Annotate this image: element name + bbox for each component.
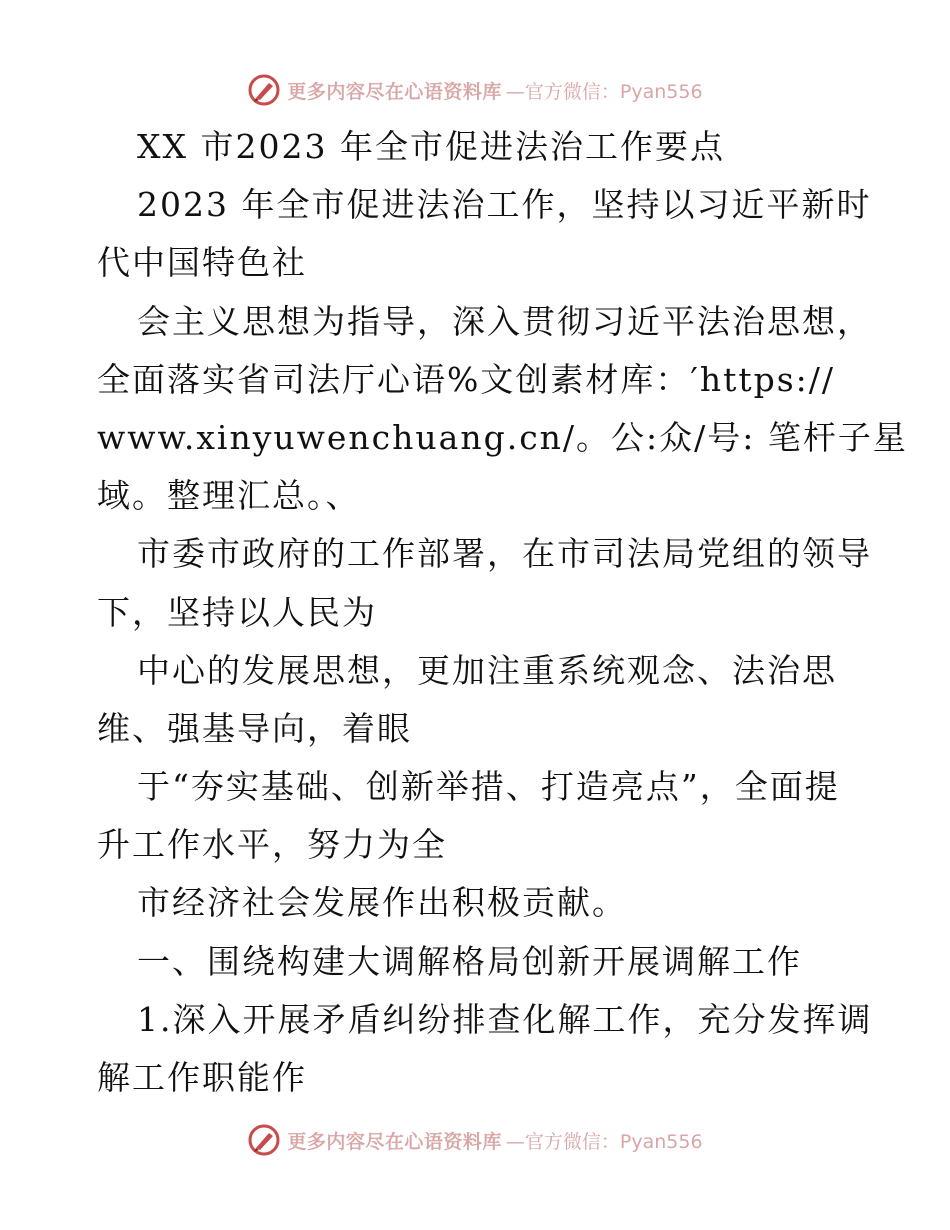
pen-logo-icon xyxy=(247,1123,281,1157)
footer-banner-contact: —官方微信：Pyan556 xyxy=(505,1130,703,1153)
header-banner xyxy=(0,70,950,110)
footer-banner xyxy=(0,1120,950,1160)
paragraph-line: 市经济社会发展作出积极贡献。 xyxy=(137,883,627,923)
paragraph-line: 代中国特色社 xyxy=(97,243,307,283)
paragraph-line: 于“夯实基础、创新举措、打造亮点”，全面提 xyxy=(137,767,840,807)
paragraph-line: 升工作水平，努力为全 xyxy=(97,825,447,865)
paragraph-line: www.xinyuwenchuang.cn/。公:众/号: 笔杆子星 xyxy=(97,417,908,457)
footer-banner-text: 更多内容尽在心语资料库 xyxy=(287,1130,502,1153)
document-title: XX 市2023 年全市促进法治工作要点 xyxy=(137,127,725,166)
paragraph-line: 解工作职能作 xyxy=(97,1058,307,1097)
pen-logo-icon xyxy=(247,73,281,107)
document-body xyxy=(97,118,908,1107)
paragraph-line: 1.深入开展矛盾纠纷排查化解工作，充分发挥调 xyxy=(137,999,873,1039)
paragraph-line: 会主义思想为指导，深入贯彻习近平法治思想， xyxy=(137,301,872,341)
paragraph-line: 中心的发展思想，更加注重系统观念、法治思 xyxy=(137,650,837,690)
header-banner-text: 更多内容尽在心语资料库 xyxy=(287,80,502,103)
paragraph-line: 下，坚持以人民为 xyxy=(97,592,377,632)
section-heading: 一、围绕构建大调解格局创新开展调解工作 xyxy=(137,941,802,981)
header-banner-contact: —官方微信：Pyan556 xyxy=(505,80,703,103)
paragraph-line: 维、强基导向，着眼 xyxy=(97,708,412,748)
paragraph-line: 域。整理汇总。、 xyxy=(97,476,361,516)
paragraph-line: 全面落实省司法厅心语%文创素材库：′https:// xyxy=(97,359,836,399)
paragraph-line: 2023 年全市促进法治工作，坚持以习近平新时 xyxy=(137,185,872,225)
paragraph-line: 市委市政府的工作部署，在市司法局党组的领导 xyxy=(137,534,872,574)
